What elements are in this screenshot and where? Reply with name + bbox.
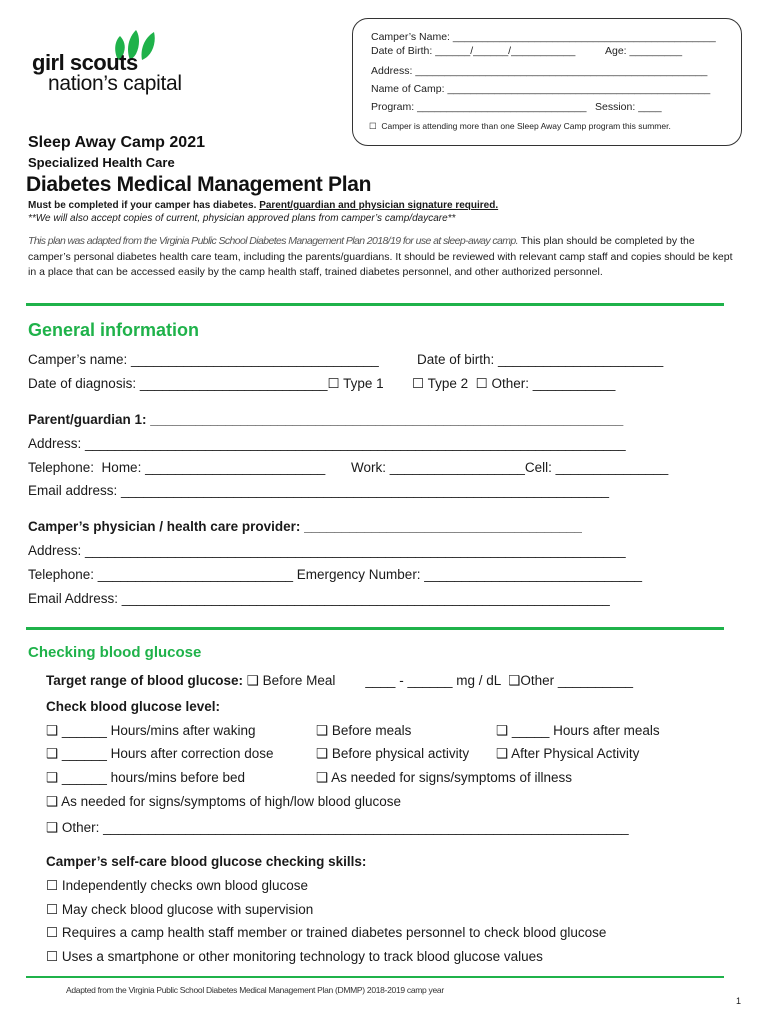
check-other[interactable]: ❑ Other: ______________________________________________________________________	[46, 820, 629, 835]
infobox-age[interactable]: Age: _________	[605, 45, 683, 57]
infobox-program[interactable]: Program: _____________________________	[371, 101, 587, 113]
infobox-dob[interactable]: Date of Birth: ______/______/___________	[371, 45, 576, 57]
infobox-camp[interactable]: Name of Camp: _____________________________________________	[371, 83, 711, 95]
glucose-heading: Checking blood glucose	[28, 644, 202, 661]
check-before-bed[interactable]: ❑ ______ hours/mins before bed	[46, 770, 245, 785]
parent-field[interactable]: Parent/guardian 1: _______________________________________________________________	[28, 412, 624, 427]
physician-address-field[interactable]: Address: ________________________________________________________________________	[28, 543, 626, 558]
section-divider	[26, 303, 724, 306]
physician-email-field[interactable]: Email Address: _________________________________________________________________	[28, 591, 610, 606]
skill-supervision[interactable]: ☐ May check blood glucose with supervision	[46, 902, 314, 917]
footer-note: Adapted from the Virginia Public School Diabetes Medical Management Plan (DMMP) 2018-2019 camp year	[66, 985, 444, 995]
check-before-meals[interactable]: ❑ Before meals	[316, 723, 412, 738]
infobox-name[interactable]: Camper’s Name: _____________________________________________	[371, 31, 716, 43]
physician-field[interactable]: Camper’s physician / health care provider: _____________________________________	[28, 519, 582, 534]
check-after-activity[interactable]: ❑ After Physical Activity	[496, 746, 640, 761]
check-after-correction[interactable]: ❑ ______ Hours after correction dose	[46, 746, 274, 761]
logo-line-2: nation’s capital	[48, 72, 182, 95]
parent-home-phone-field[interactable]: Telephone: Home: ________________________	[28, 460, 326, 475]
section-divider	[26, 627, 724, 630]
parent-address-field[interactable]: Address: ________________________________________________________________________	[28, 436, 626, 451]
check-after-meals[interactable]: ❑ _____ Hours after meals	[496, 723, 660, 738]
target-range-row[interactable]: Target range of blood glucose: ❑ Before Meal ____ - ______ mg / dL ❑Other __________	[46, 673, 633, 688]
check-after-waking[interactable]: ❑ ______ Hours/mins after waking	[46, 723, 256, 738]
check-illness[interactable]: ❑ As needed for signs/symptoms of illness	[316, 770, 572, 785]
dob-field[interactable]: Date of birth: ______________________	[417, 352, 664, 367]
infobox-session[interactable]: Session: ____	[595, 101, 662, 113]
accept-copies-note: **We will also accept copies of current, physician approved plans from camper’s camp/daycare**	[28, 213, 456, 224]
camper-info-box	[352, 18, 742, 146]
parent-email-field[interactable]: Email address: _________________________________________________________________	[28, 483, 610, 498]
check-level-label: Check blood glucose level:	[46, 699, 221, 714]
page-number: 1	[736, 996, 742, 1006]
infobox-multi-checkbox[interactable]: ☐ Camper is attending more than one Sleep Away Camp program this summer.	[369, 121, 671, 131]
must-complete-note: Must be completed if your camper has diabetes. Parent/guardian and physician signature required.	[28, 200, 499, 211]
parent-work-cell-field[interactable]: Work: __________________Cell: _______________	[351, 460, 669, 475]
care-subheading: Specialized Health Care	[28, 155, 175, 170]
infobox-address[interactable]: Address: __________________________________________________	[371, 65, 708, 77]
check-high-low[interactable]: ❑ As needed for signs/symptoms of high/low blood glucose	[46, 794, 402, 809]
skill-smartphone[interactable]: ☐ Uses a smartphone or other monitoring technology to track blood glucose values	[46, 949, 543, 964]
logo-line-1: girl scouts	[32, 50, 138, 75]
skills-label: Camper’s self-care blood glucose checking skills:	[46, 854, 367, 869]
skill-requires-staff[interactable]: ☐ Requires a camp health staff member or trained diabetes personnel to check blood glucose	[46, 925, 607, 940]
diagnosis-field[interactable]: Date of diagnosis: _________________________☐ Type 1	[28, 376, 384, 391]
footer-divider	[26, 976, 724, 978]
page-title: Diabetes Medical Management Plan	[26, 173, 372, 196]
type-options[interactable]: ☐ Type 2 ☐ Other: ___________	[412, 376, 616, 391]
physician-phone-field[interactable]: Telephone: __________________________ Emergency Number: _____________________________	[28, 567, 643, 582]
intro-paragraph: This plan was adapted from the Virginia Public School Diabetes Management Plan 2018/19 for use at sleep-away camp. This plan should be completed by the camper’s personal diabetes health care team, including the parents/guardians. It should be reviewed with relevant camp staff and copies should be kept in a place that can be accessed easily by the camp health staff, trained diabetes personnel, and other authorized personnel.	[28, 235, 733, 278]
camp-heading: Sleep Away Camp 2021	[28, 134, 205, 151]
skill-independent[interactable]: ☐ Independently checks own blood glucose	[46, 878, 309, 893]
check-before-activity[interactable]: ❑ Before physical activity	[316, 746, 470, 761]
camper-name-field[interactable]: Camper’s name: _________________________________	[28, 352, 379, 367]
general-info-heading: General information	[28, 320, 200, 340]
